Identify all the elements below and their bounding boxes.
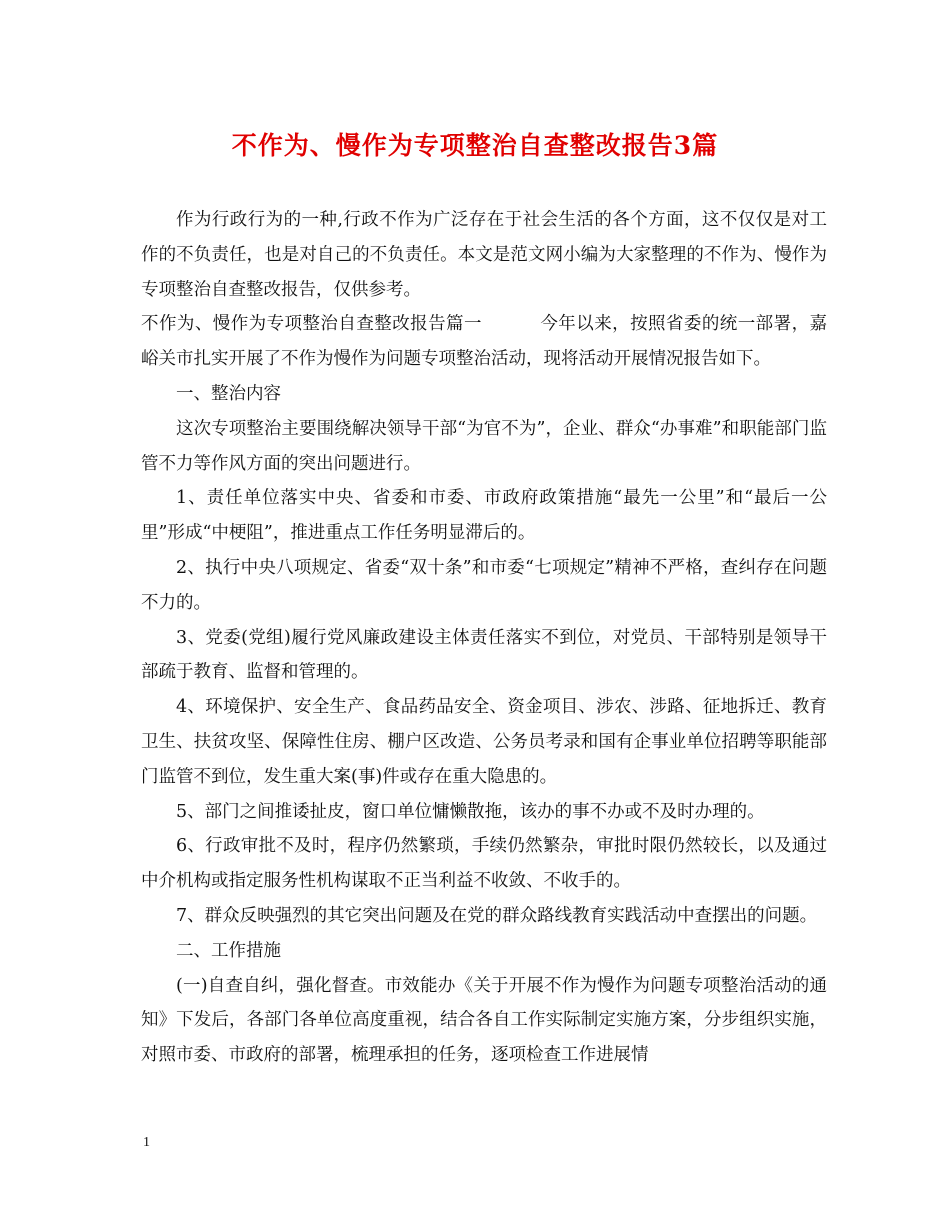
page-number: 1: [143, 1135, 150, 1150]
list-item: 1、责任单位落实中央、省委和市委、市政府政策措施“最先一公里”和“最后一公里”形成“中梗阻”，推进重点工作任务明显滞后的。: [141, 488, 827, 544]
section-lead: 今年以来，按照省委的统一部署，嘉峪关市扎实开展了不作为慢作为问题专项整治活动，现将活动开展情况报告如下。: [141, 314, 828, 370]
list-item: 5、部门之间推诿扯皮，窗口单位慵懒散拖，该办的事不办或不及时办理的。: [176, 801, 765, 822]
document-title: 不作为、慢作为专项整治自查整改报告3篇: [231, 131, 719, 160]
list-item: 2、执行中央八项规定、省委“双十条”和市委“七项规定”精神不严格，查纠存在问题不力的。: [141, 557, 827, 613]
list-item: 4、环境保护、安全生产、食品药品安全、资金项目、涉农、涉路、征地拆迁、教育卫生、扶贫攻坚、保障性住房、棚户区改造、公务员考录和国有企事业单位招聘等职能部门监管不到位，发生重大案(事)件或存在重大隐患的。: [141, 697, 827, 787]
list-item: 7、群众反映强烈的其它突出问题及在党的群众路线教育实践活动中查摆出的问题。: [176, 905, 818, 926]
intro-paragraph: 作为行政行为的一种,行政不作为广泛存在于社会生活的各个方面，这不仅仅是对工作的不负责任，也是对自己的不负责任。本文是范文网小编为大家整理的不作为、慢作为专项整治自查整改报告，仅供参考。: [141, 210, 827, 300]
part1-intro: 这次专项整治主要围绕解决领导干部“为官不为”，企业、群众“办事难”和职能部门监管不力等作风方面的突出问题进行。: [141, 418, 827, 474]
section-heading: 不作为、慢作为专项整治自查整改报告篇一: [141, 314, 482, 335]
part2-heading: 二、工作措施: [176, 940, 281, 961]
part2-paragraph: (一)自查自纠，强化督查。市效能办《关于开展不作为慢作为问题专项整治活动的通知》下发后，各部门各单位高度重视，结合各自工作实际制定实施方案，分步组织实施，对照市委、市政府的部署，梳理承担的任务，逐项检查工作进展情: [141, 975, 827, 1066]
part1-heading: 一、整治内容: [176, 383, 281, 404]
list-item: 6、行政审批不及时，程序仍然繁琐，手续仍然繁杂，审批时限仍然较长，以及通过中介机构或指定服务性机构谋取不正当利益不收敛、不收手的。: [141, 836, 827, 892]
list-item: 3、党委(党组)履行党风廉政建设主体责任落实不到位，对党员、干部特别是领导干部疏于教育、监督和管理的。: [141, 627, 827, 683]
section-paragraph: [141, 307, 827, 377]
document-body: [141, 203, 827, 1073]
